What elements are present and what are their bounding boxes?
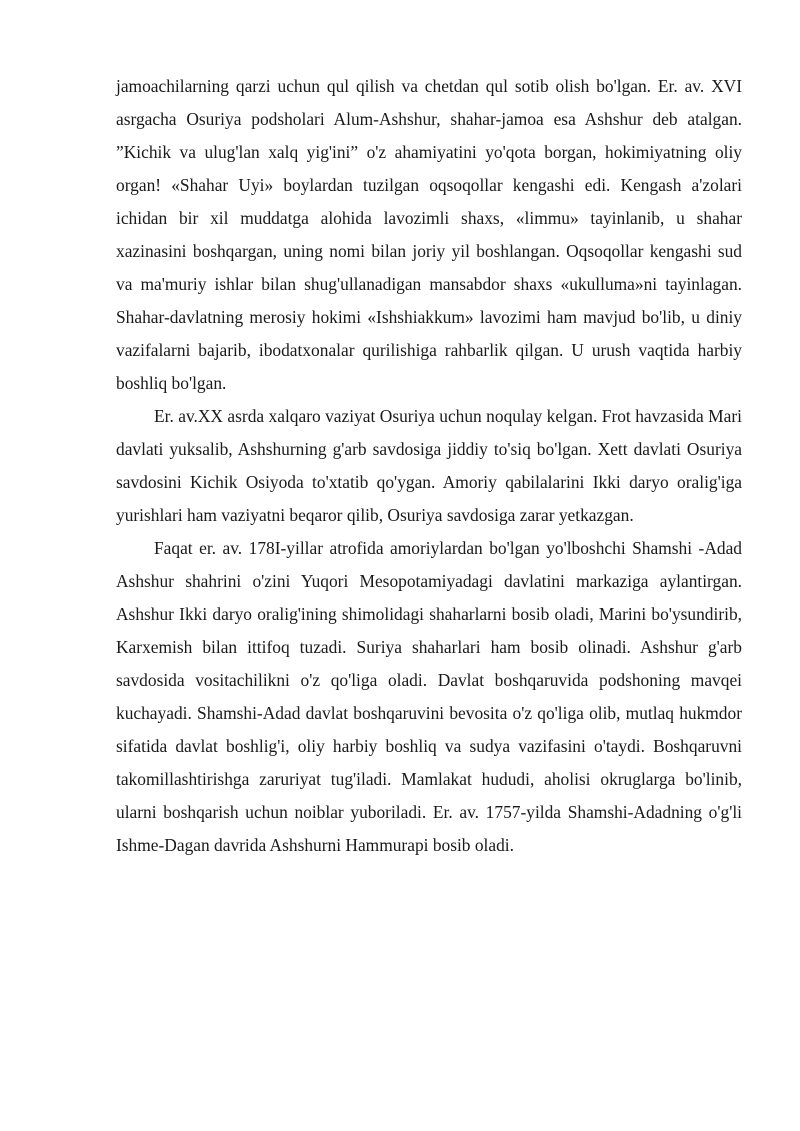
paragraph-2: Er. av.XX asrda xalqaro vaziyat Osuriya uchun noqulay kelgan. Frot havzasida Mari davlati yuksalib, Ashshurning g'arb savdosiga jiddiy to'siq bo'lgan. Xett davlati Osuriya savdosini Kichik Osiyoda to'xtatib qo'ygan. Amoriy qabilalarini Ikki daryo oralig'iga yurishlari ham vaziyatni beqaror qilib, Osuriya savdosiga zarar yetkazgan. (116, 406, 742, 525)
paragraph-3: Faqat er. av. 178I-yillar atrofida amoriylardan bo'lgan yo'lboshchi Shamshi -Adad Ashshur shahrini o'zini Yuqori Mesopotamiyadagi davlatini markaziga aylantirgan. Ashshur Ikki daryo oralig'ining shimolidagi shaharlarni bosib oladi, Marini bo'ysundirib, Karxemish bilan ittifoq tuzadi. Suriya shaharlari ham bosib olinadi. Ashshur g'arb savdosida vositachilikni o'z qo'liga oladi. Davlat boshqaruvida podshoning mavqei kuchayadi. Shamshi-Adad davlat boshqaruvini bevosita o'z qo'liga olib, mutlaq hukmdor sifatida davlat boshlig'i, oliy harbiy boshliq va sudya vazifasini o'taydi. Boshqaruvni takomillashtirishga zaruriyat tug'iladi. Mamlakat hududi, aholisi okruglarga bo'linib, ularni boshqarish uchun noiblar yuboriladi. Er. av. 1757-yilda Shamshi-Adadning o'g'li Ishme-Dagan davrida Ashshurni Hammurapi bosib oladi. (116, 538, 742, 855)
paragraph-1: jamoachilarning qarzi uchun qul qilish va chetdan qul sotib olish bo'lgan. Er. av. XVI asrgacha Osuriya podsholari Alum-Ashshur, shahar-jamoa esa Ashshur deb atalgan. ”Kichik va ulug'lan xalq yig'ini” o'z ahamiyatini yo'qota borgan, hokimiyatning oliy organ! «Shahar Uyi» boylardan tuzilgan oqsoqollar kengashi edi. Kengash a'zolari ichidan bir xil muddatga alohida lavozimli shaxs, «limmu» tayinlanib, u shahar xazinasini boshqargan, uning nomi bilan joriy yil boshlangan. Oqsoqollar kengashi sud va ma'muriy ishlar bilan shug'ullanadigan mansabdor shaxs «ukulluma»ni tayinlagan. Shahar-davlatning merosiy hokimi «Ishshiakkum» lavozimi ham mavjud bo'lib, u diniy vazifalarni bajarib, ibodatxonalar qurilishiga rahbarlik qilgan. U urush vaqtida harbiy boshliq bo'lgan. (116, 76, 742, 393)
document-page (116, 70, 742, 862)
